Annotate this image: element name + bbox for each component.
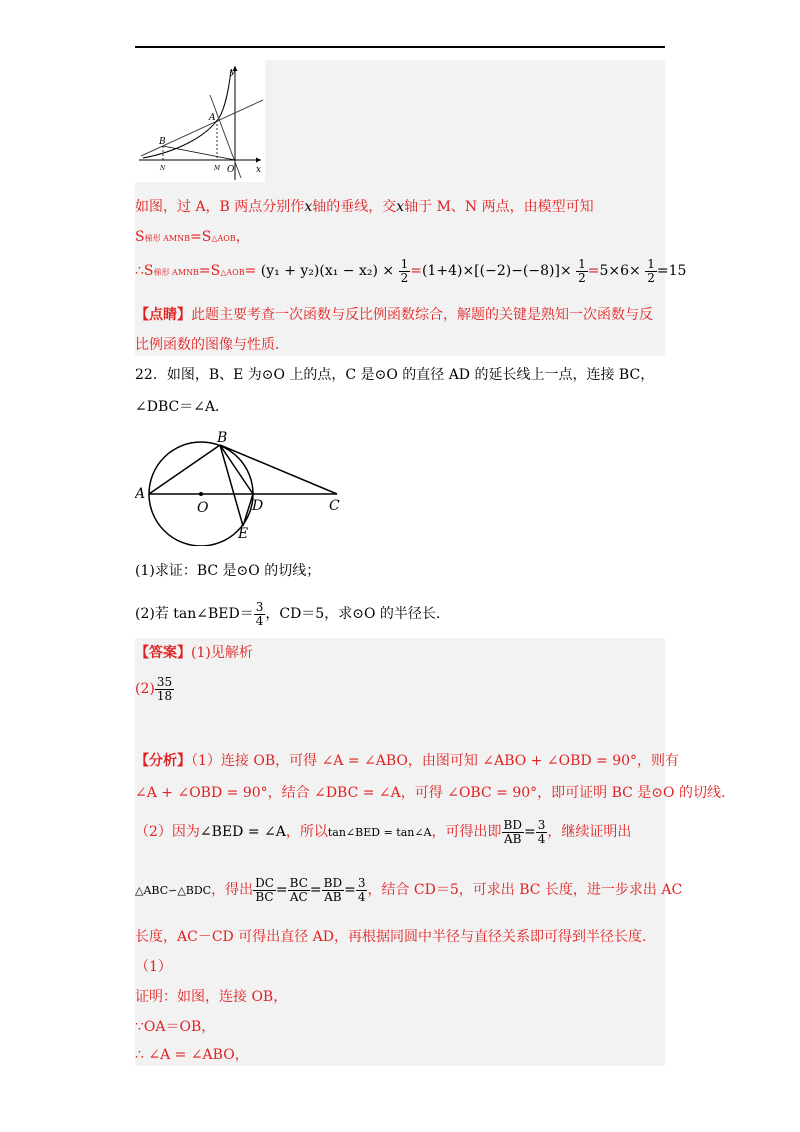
- fraction-half-1: $\frac{1}{2}$: [400, 256, 409, 285]
- label-d: D: [252, 498, 264, 514]
- answer-label: 【答案】: [135, 645, 191, 661]
- analysis-line-2: ∠A + ∠OBD = 90°，结合 ∠DBC = ∠A，可得 ∠OBC = 90°，即可证明 BC 是⊙O 的切线.: [135, 785, 726, 801]
- fraction-3-4-2: $\frac{3}{4}$: [357, 875, 366, 904]
- q22-line-1: 22．如图，B、E 为⊙O 上的点，C 是⊙O 的直径 AD 的延长线上一点，连接 BC，: [135, 367, 655, 383]
- analysis-line-9: ∴ ∠A = ∠ABO，: [135, 1047, 249, 1063]
- fraction-dc-bc: $\frac{DC}{BC}$: [255, 875, 274, 904]
- q22-part-2: (2)若 tan∠BED＝ $\frac{3}{4}$ ，CD＝5，求⊙O 的半径长.: [135, 599, 441, 628]
- fraction-three-quarters: $\frac{3}{4}$: [255, 599, 264, 628]
- analysis-label: 【分析】: [135, 753, 191, 769]
- fraction-bd-ab-2: $\frac{BD}{AB}$: [323, 875, 343, 904]
- analysis-line-8: ∵OA＝OB，: [135, 1019, 216, 1035]
- y-axis-label: y: [230, 67, 236, 77]
- label-e: E: [238, 526, 249, 542]
- fraction-bc-ac: $\frac{BC}{AC}$: [289, 875, 308, 904]
- analysis-line-4: △ABC∽△BDC，得出 $\frac{DC}{BC}$ = $\frac{BC}{AC}$ = $\frac{BD}{AB}$ = $\frac{3}{4}$ ，结合 CD＝5，可求出 BC 长度，进一步求出 AC: [135, 875, 683, 904]
- dianjing-label: 【点睛】: [135, 307, 191, 323]
- point-a-label: A: [209, 113, 216, 123]
- label-b: B: [217, 430, 228, 446]
- dianjing-line-1: 【点睛】此题主要考查一次函数与反比例函数综合，解题的关键是熟知一次函数与反: [135, 307, 653, 323]
- analysis-line-1: 【分析】（1）连接 OB，可得 ∠A = ∠ABO，由图可知 ∠ABO + ∠OBD = 90°，则有: [135, 753, 680, 769]
- prev-line-1: 如图，过 A，B 两点分别作x轴的垂线，交x轴于 M、N 两点，由模型可知: [135, 199, 594, 215]
- analysis-line-6: （1）: [135, 959, 172, 975]
- fraction-3-4: $\frac{3}{4}$: [537, 817, 546, 846]
- label-c: C: [329, 498, 340, 514]
- answer-line-1: 【答案】(1)见解析: [135, 645, 253, 661]
- circle-diagram: [135, 428, 355, 546]
- point-n-label: N: [160, 165, 166, 172]
- fraction-half-2: $\frac{1}{2}$: [578, 256, 586, 285]
- point-m-label: M: [214, 165, 221, 172]
- fraction-bd-ab: $\frac{BD}{AB}$: [503, 817, 522, 846]
- point-b-label: B: [159, 137, 166, 147]
- prev-line-2: S梯形 AMNB=S△AOB，: [135, 229, 250, 245]
- fraction-35-18: $\frac{35}{18}$: [156, 674, 173, 703]
- label-o: O: [197, 500, 209, 516]
- x-axis-label: x: [256, 165, 262, 175]
- answer-line-2: (2) $\frac{35}{18}$: [135, 674, 173, 703]
- analysis-line-7: 证明：如图，连接 OB，: [135, 989, 288, 1005]
- q22-line-2: ∠DBC＝∠A．: [135, 399, 230, 415]
- prev-line-3: ∴S梯形 AMNB=S△AOB= (y₁ + y₂)(x₁ − x₂) × $\frac{1}{2}$ =(1+4)×[(−2)−(−8)]× $\frac{1}{2}$ =5×6× $\frac{1}{2}$ =15: [135, 256, 687, 285]
- fraction-half-3: $\frac{1}{2}$: [647, 256, 655, 285]
- analysis-line-3: （2）因为∠BED = ∠A，所以tan∠BED = tan∠A，可得出即 $\frac{BD}{AB}$ = $\frac{3}{4}$ ，继续证明出: [135, 817, 632, 846]
- analysis-line-5: 长度，AC－CD 可得出直径 AD，再根据同圆中半径与直径关系即可得到半径长度.: [135, 929, 647, 945]
- header-rule: [135, 46, 665, 48]
- q22-part-1: (1)求证：BC 是⊙O 的切线；: [135, 563, 321, 579]
- label-a: A: [135, 486, 146, 502]
- function-graph: [135, 60, 265, 182]
- origin-label: O: [227, 165, 235, 175]
- dianjing-line-2: 比例函数的图像与性质.: [135, 337, 280, 353]
